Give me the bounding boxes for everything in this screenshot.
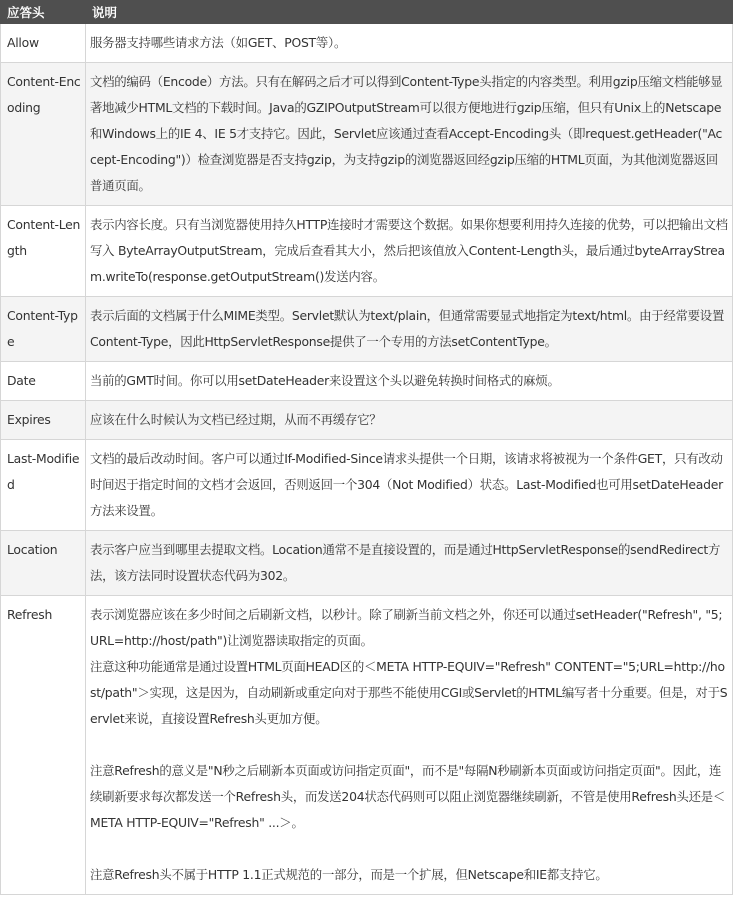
- header-description-cell: [86, 596, 733, 895]
- description-paragraph: 表示浏览器应该在多少时间之后刷新文档，以秒计。除了刷新当前文档之外，你还可以通过setHeader("Refresh", "5; URL=http://host/path")让浏览器读取指定的页面。: [90, 607, 723, 648]
- header-description-cell: [86, 206, 733, 297]
- table-row: [1, 206, 733, 297]
- table-row: [1, 24, 733, 63]
- description-paragraph: 服务器支持哪些请求方法（如GET、POST等）。: [90, 35, 347, 50]
- description-paragraph: 应该在什么时候认为文档已经过期，从而不再缓存它？: [90, 412, 382, 427]
- description-paragraph: 注意这种功能通常是通过设置HTML页面HEAD区的＜META HTTP-EQUIV="Refresh" CONTENT="5;URL=http://host/path"＞实现，这是因为，自动刷新或重定向对于那些不能使用CGI或Servlet的HTML编写者十分重要。但是，对于Servlet来说，直接设置Refresh头更加方便。: [90, 659, 728, 726]
- header-description-cell: [86, 362, 733, 401]
- header-response-header: 应答头: [1, 1, 86, 24]
- table-row: [1, 63, 733, 206]
- table-header-row: [1, 1, 733, 24]
- header-name-cell: Expires: [1, 401, 86, 440]
- header-description-cell: [86, 24, 733, 63]
- header-description-cell: [86, 440, 733, 531]
- table-row: [1, 297, 733, 362]
- header-name-cell: Allow: [1, 24, 86, 63]
- header-name-cell: Location: [1, 531, 86, 596]
- table-row: [1, 531, 733, 596]
- description-paragraph: 文档的最后改动时间。客户可以通过If-Modified-Since请求头提供一个日期，该请求将被视为一个条件GET，只有改动时间迟于指定时间的文档才会返回，否则返回一个304（Not Modified）状态。Last-Modified也可用setDateHeader方法来设置。: [90, 451, 723, 518]
- header-description-cell: [86, 63, 733, 206]
- header-description-cell: [86, 531, 733, 596]
- table-row: [1, 596, 733, 895]
- header-description: 说明: [86, 1, 733, 24]
- header-name-cell: Content-Encoding: [1, 63, 86, 206]
- table-row: [1, 362, 733, 401]
- table-row: [1, 440, 733, 531]
- description-paragraph: 注意Refresh的意义是"N秒之后刷新本页面或访问指定页面"，而不是"每隔N秒刷新本页面或访问指定页面"。因此，连续刷新要求每次都发送一个Refresh头，而发送204状态代码则可以阻止浏览器继续刷新，不管是使用Refresh头还是＜META HTTP-EQUIV="Refresh" ...＞。: [90, 763, 726, 830]
- header-name-cell: Content-Type: [1, 297, 86, 362]
- header-description-cell: [86, 297, 733, 362]
- header-description-cell: [86, 401, 733, 440]
- header-name-cell: Refresh: [1, 596, 86, 895]
- description-paragraph: 表示客户应当到哪里去提取文档。Location通常不是直接设置的，而是通过HttpServletResponse的sendRedirect方法，该方法同时设置状态代码为302。: [90, 542, 721, 583]
- table-row: [1, 401, 733, 440]
- header-name-cell: Content-Length: [1, 206, 86, 297]
- description-paragraph: 文档的编码（Encode）方法。只有在解码之后才可以得到Content-Type头指定的内容类型。利用gzip压缩文档能够显著地减少HTML文档的下载时间。Java的GZIPOutputStream可以很方便地进行gzip压缩，但只有Unix上的Netscape和Windows上的IE 4、IE 5才支持它。因此，Servlet应该通过查看Accept-Encoding头（即request.getHeader("Accept-Encoding")）检查浏览器是否支持gzip，为支持gzip的浏览器返回经gzip压缩的HTML页面，为其他浏览器返回普通页面。: [90, 74, 723, 193]
- header-name-cell: Last-Modified: [1, 440, 86, 531]
- description-paragraph: 表示后面的文档属于什么MIME类型。Servlet默认为text/plain，但通常需要显式地指定为text/html。由于经常要设置Content-Type，因此HttpServletResponse提供了一个专用的方法setContentType。: [90, 308, 725, 349]
- header-name-cell: Date: [1, 362, 86, 401]
- description-paragraph: 当前的GMT时间。你可以用setDateHeader来设置这个头以避免转换时间格式的麻烦。: [90, 373, 560, 388]
- description-paragraph: 表示内容长度。只有当浏览器使用持久HTTP连接时才需要这个数据。如果你想要利用持久连接的优势，可以把输出文档写入 ByteArrayOutputStream，完成后查看其大小，然后把该值放入Content-Length头，最后通过byteArrayStream.writeTo(response.getOutputStream()发送内容。: [90, 217, 728, 284]
- paragraph-gap: [90, 732, 728, 758]
- description-paragraph: 注意Refresh头不属于HTTP 1.1正式规范的一部分，而是一个扩展，但Netscape和IE都支持它。: [90, 867, 608, 882]
- paragraph-gap: [90, 836, 728, 862]
